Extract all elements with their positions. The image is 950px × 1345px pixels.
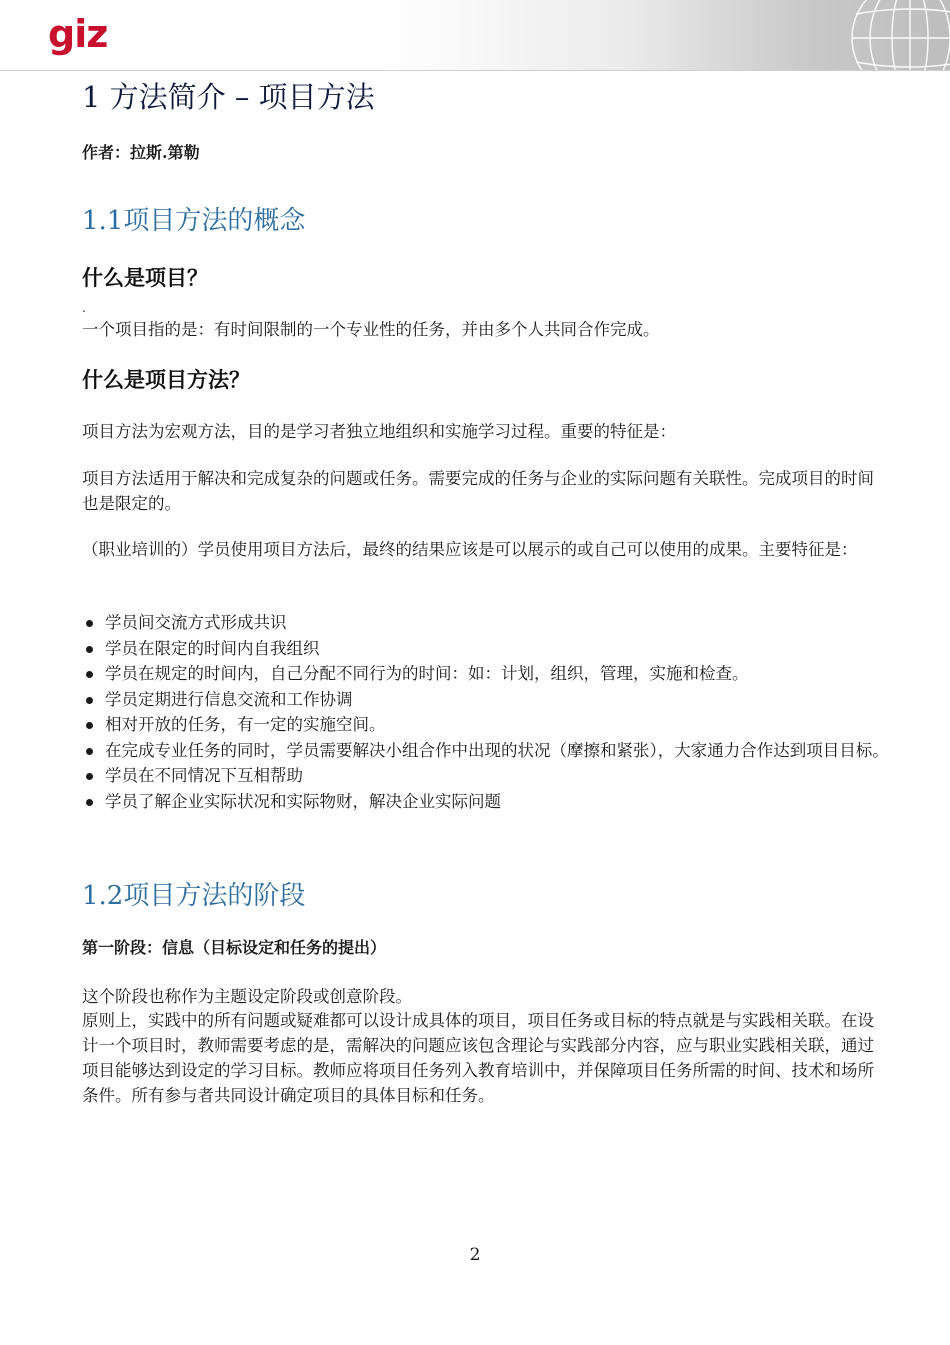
- phase1-description: 原则上，实践中的所有问题或疑难都可以设计成具体的项目，项目任务或目标的特点就是与实践相关联。在设计一个项目时，教师需要考虑的是，需解决的问题应该包含理论与实践部分内容，应与职业实践相关联，通过项目能够达到设定的学习目标。教师应将项目任务列入教育培训中，并保障项目任务所需的时间、技术和场所条件。所有参与者共同设计确定项目的具体目标和任务。: [82, 1011, 874, 1105]
- question-heading-method: 什么是项目方法？: [82, 368, 250, 392]
- giz-logo: giz: [48, 12, 108, 56]
- project-definition: 一个项目指的是：有时间限制的一个专业性的任务，并由多个人共同合作完成。: [82, 320, 660, 339]
- question-heading-project: 什么是项目？: [82, 266, 208, 290]
- method-intro: 项目方法为宏观方法，目的是学习者独立地组织和实施学习过程。重要的特征是：: [82, 422, 676, 441]
- globe-icon: [830, 0, 950, 70]
- list-item: 学员在规定的时间内，自己分配不同行为的时间：如：计划，组织，管理，实施和检查。: [82, 661, 890, 687]
- document-title: 1 方法简介 – 项目方法: [82, 80, 375, 114]
- header-divider: [0, 70, 950, 71]
- phase1-intro: 这个阶段也称作为主题设定阶段或创意阶段。: [82, 987, 412, 1006]
- page-header: [0, 0, 950, 70]
- method-outcome: （职业培训的）学员使用项目方法后，最终的结果应该是可以展示的或自己可以使用的成果。主要特征是：: [82, 540, 858, 559]
- list-item: 相对开放的任务，有一定的实施空间。: [82, 712, 890, 738]
- list-item: 学员了解企业实际状况和实际物财，解决企业实际问题: [82, 789, 890, 815]
- method-application: 项目方法适用于解决和完成复杂的问题或任务。需要完成的任务与企业的实际问题有关联性。完成项目的时间也是限定的。: [82, 469, 874, 513]
- page-number: 2: [469, 1245, 481, 1265]
- list-item: 学员在不同情况下互相帮助: [82, 763, 890, 789]
- section-heading-1-2: 1.2项目方法的阶段: [82, 881, 306, 911]
- author-line: 作者：拉斯.第勒: [82, 143, 200, 162]
- section-heading-1-1: 1.1项目方法的概念: [82, 206, 306, 236]
- list-item: 学员间交流方式形成共识: [82, 610, 890, 636]
- list-item: 学员定期进行信息交流和工作协调: [82, 687, 890, 713]
- phase1-heading: 第一阶段：信息（目标设定和任务的提出）: [82, 938, 387, 957]
- list-item: 学员在限定的时间内自我组织: [82, 636, 890, 662]
- feature-list: [82, 610, 890, 814]
- list-item: 在完成专业任务的同时，学员需要解决小组合作中出现的状况（摩擦和紧张），大家通力合作达到项目目标。: [82, 738, 890, 764]
- stray-dot: .: [82, 301, 86, 315]
